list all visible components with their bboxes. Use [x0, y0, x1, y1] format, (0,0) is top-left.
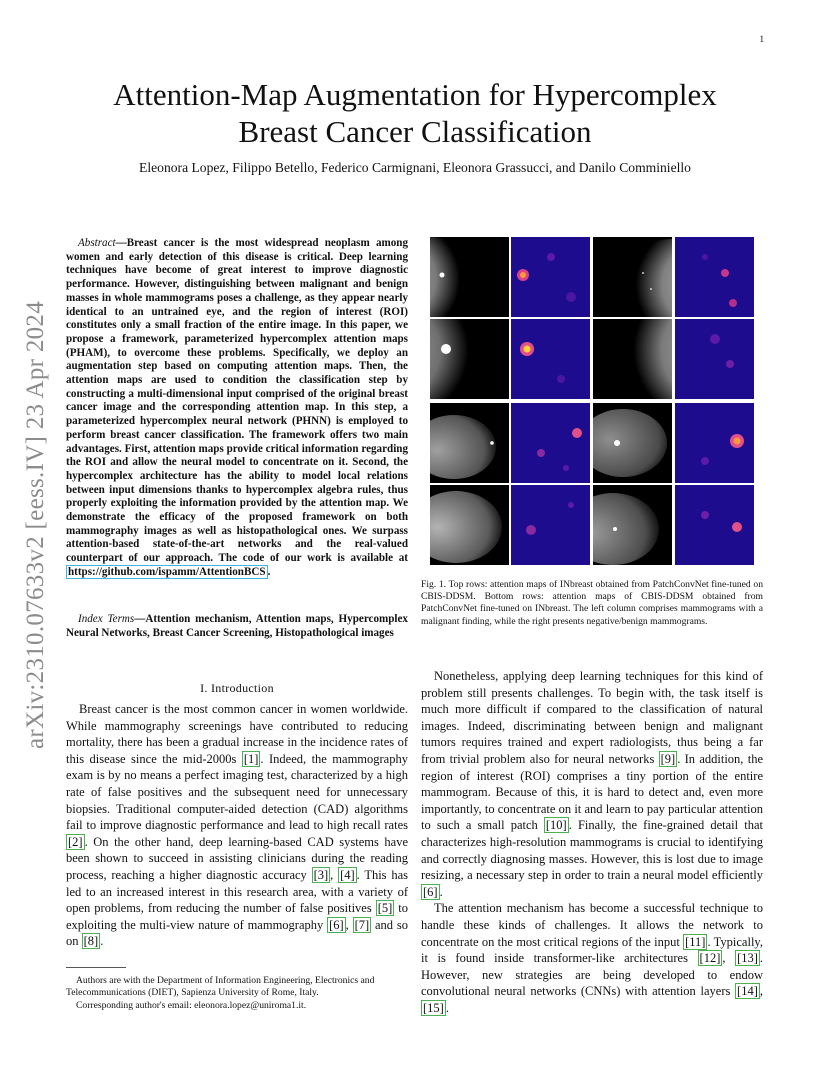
index-terms: [66, 613, 408, 640]
abstract-body: —Breast cancer is the most widespread neoplasm among women and early detection of this disease is critical. Deep learning techniques have become of great interest to improve diagnostic performance. However, distinguishing between malignant and benign masses in whole mammograms poses a challenge, as they appear nearly identical to an untrained eye, and the region of interest (ROI) constitutes only a small fraction of the entire image. In this paper, we propose a framework, parameterized hypercomplex attention maps (PHAM), to overcome these problems. Specifically, we deploy an augmentation step based on computing attention maps. Then, the attention maps are used to condition the classification step by constructing a multi-dimensional input comprised of the original breast cancer image and the corresponding attention map. In this step, a parameterized hypercomplex neural network (PHNN) is employed to perform breast cancer classification. The framework offers two main advantages. First, attention maps provide critical information regarding the ROI and allow the neural model to concentrate on it. Second, the hypercomplex architecture has the ability to model local relations between input dimensions thanks to hypercomplex algebra rules, thus properly exploiting the information provided by the attention map. We demonstrate the efficacy of the proposed framework on both mammography images as well as histopathological ones. We surpass attention-based state-of-the-art networks and the real-valued counterpart of our approach. The code of our work is available at: [66, 237, 408, 565]
text-run: ,: [330, 867, 339, 882]
mammogram-image: [430, 319, 509, 399]
code-link[interactable]: https://github.com/ispamm/AttentionBCS: [68, 565, 266, 578]
introduction-text: [66, 701, 408, 950]
page-number: 1: [759, 34, 764, 44]
text-run: and so on: [66, 917, 408, 949]
citation-link[interactable]: [8]: [83, 934, 99, 949]
footnote: [66, 975, 408, 1012]
attention-map-image: [511, 237, 590, 317]
body-paragraph: [421, 668, 763, 900]
footnote-rule: [66, 967, 126, 968]
arxiv-watermark: [16, 280, 56, 770]
citation-link[interactable]: [10]: [545, 818, 567, 833]
text-run: . Indeed, the mammography exam is by no means a perfect imaging test, characterized by a high rate of false positives and the subsequent need for unnecessary biopsies. Traditional computer-aided detection (CAD) algorithms fail to improve diagnostic performance and lead to high recall rates: [66, 751, 408, 833]
footnote-affiliation: Authors are with the Department of Information Engineering, Electronics and Telecommunications (DIET), Sapienza University of Rome, Italy.: [66, 975, 375, 999]
mammogram-image: [593, 485, 672, 565]
citation-link[interactable]: [6]: [329, 917, 344, 932]
index-terms-body: —Attention mechanism, Attention maps, Hypercomplex Neural Networks, Breast Cancer Screening, Histopathological images: [66, 613, 408, 639]
attention-map-image: [511, 319, 590, 399]
citation-link[interactable]: [9]: [660, 751, 676, 766]
figure-caption: Fig. 1. Top rows: attention maps of INbreast obtained from PatchConvNet fine-tuned on CBIS-DDSM. Bottom rows: attention maps of CBIS-DDSM obtained from PatchConvNet fine-tuned on INbreast. The left column comprises mammograms with a malignant finding, while the right presents negative/benign mammograms.: [421, 579, 763, 627]
mammogram-image: [593, 319, 672, 399]
citation-link[interactable]: [12]: [699, 951, 721, 966]
citation-link[interactable]: [5]: [377, 901, 393, 916]
text-run: . Typically, it is found inside transformer-like architectures: [421, 934, 763, 966]
arxiv-id: arXiv:2310.07633v2 [eess.IV] 23 Apr 2024: [22, 300, 49, 750]
citation-link[interactable]: [11]: [685, 934, 706, 949]
body-paragraph: [421, 900, 763, 1016]
paper-title: [60, 76, 770, 150]
abstract-end: .: [267, 565, 271, 578]
section-heading: I. Introduction: [200, 681, 274, 695]
attention-map-image: [511, 485, 590, 565]
text-run: Breast cancer is the most common cancer in women worldwide. While mammography screenings have contributed to reducing mortality, there has been a gradual increase in the incidence rates of this disease since the mid-2000s: [66, 702, 408, 766]
text-run: .: [445, 1000, 449, 1015]
citation-link[interactable]: [7]: [354, 917, 370, 932]
citation-link[interactable]: [2]: [68, 834, 83, 849]
right-column-text: [421, 668, 763, 1016]
mammogram-image: [593, 237, 672, 317]
text-run: ,: [722, 951, 736, 966]
index-terms-lead: Index Terms: [78, 613, 135, 625]
author-list: Eleonora Lopez, Filippo Betello, Federico Carmignani, Eleonora Grassucci, and Danilo Comminiello: [139, 160, 691, 175]
citation-link[interactable]: [6]: [423, 884, 438, 899]
citation-link[interactable]: [3]: [313, 867, 329, 882]
figure-attention-maps: [430, 237, 754, 565]
abstract-lead: Abstract: [78, 237, 116, 249]
text-run: .: [100, 934, 104, 949]
mammogram-image: [430, 403, 509, 483]
citation-link[interactable]: [4]: [340, 867, 355, 882]
citation-link[interactable]: [1]: [243, 751, 259, 766]
abstract: [66, 237, 408, 580]
text-run: ,: [345, 917, 353, 932]
citation-link[interactable]: [15]: [423, 1000, 444, 1015]
intro-paragraph: [66, 701, 408, 950]
text-run: . However, new strategies are being developed to endow convolutional neural networks (CNNs) with attention layers: [421, 951, 764, 999]
text-run: . Finally, the fine-grained detail that characterizes high-resolution mammograms is crucial to identifying and correctly diagnosing masses. However, this is lost due to image resizing, a necessary step in order to train a neural model efficiently: [421, 818, 763, 883]
attention-map-image: [675, 319, 754, 399]
text-run: . On the other hand, deep learning-based CAD systems have been shown to succeed in assisting clinicians during the reading process, reaching a higher diagnostic accuracy: [66, 834, 408, 882]
attention-map-image: [675, 485, 754, 565]
mammogram-image: [430, 485, 509, 565]
footnote-email: Corresponding author's email: eleonora.lopez@uniroma1.it.: [76, 999, 307, 1011]
text-run: The attention mechanism has become a successful technique to handle these kinds of challenges. It allows the network to concentrate on the most critical regions of the input: [421, 901, 763, 949]
title-line-1: Attention-Map Augmentation for Hypercomplex: [113, 77, 717, 112]
mammogram-image: [593, 403, 672, 483]
title-line-2: Breast Cancer Classification: [238, 114, 592, 149]
attention-map-image: [675, 403, 754, 483]
text-run: .: [439, 884, 443, 899]
text-run: . This has led to an increased interest in this research area, with a variety of open problems, from reducing the number of false positives: [66, 867, 408, 916]
text-run: Nonetheless, applying deep learning techniques for this kind of problem still presents challenges. To begin with, the task itself is much more difficult if compared to the classification of natural images. Indeed, discriminating between benign and malignant tumors requires trained and expert radiologists, thus being a far from trivial problem also for neural networks: [421, 669, 763, 766]
citation-link[interactable]: [13]: [737, 951, 758, 966]
text-run: ,: [759, 984, 763, 999]
text-run: . In addition, the region of interest (ROI) comprises a tiny portion of the entire mammogram. Because of this, it is hard to detect and, even more importantly, to concentrate on it and learn to pay particular attention to such a small patch: [421, 751, 764, 833]
attention-map-image: [511, 403, 590, 483]
mammogram-image: [430, 237, 509, 317]
citation-link[interactable]: [14]: [737, 984, 758, 999]
attention-map-image: [675, 237, 754, 317]
text-run: to exploiting the multi-view nature of mammography: [66, 901, 408, 932]
